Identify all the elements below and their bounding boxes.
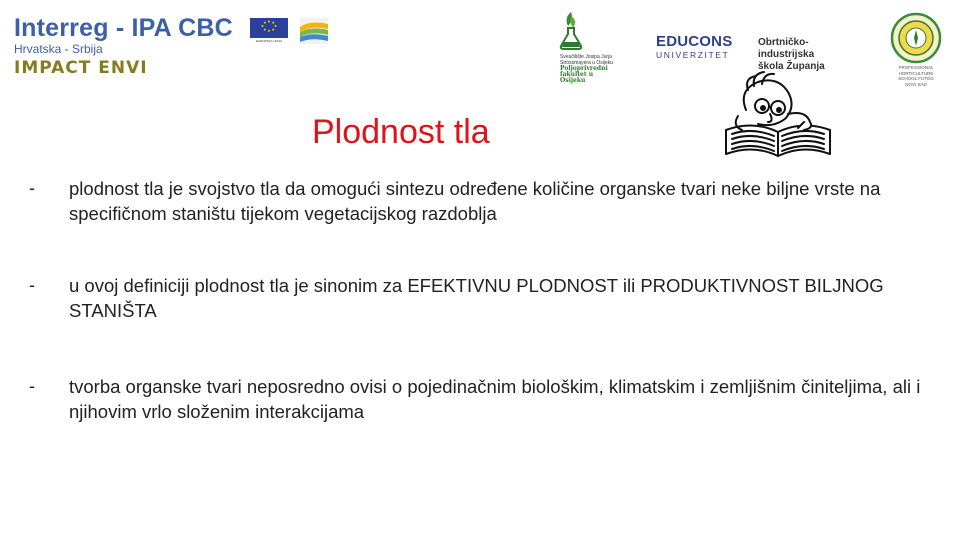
eu-caption: EUROPSKA UNIJA [255,39,283,43]
seal-caption-line: PROFESSIONAL HORTICULTURE [898,65,934,76]
faculty-text [560,54,618,84]
faculty-logo [556,10,618,86]
school-seal [888,12,944,87]
faculty-line: Sveučilište Josipa Jurja [560,54,612,60]
school-line: Obrtničko-industrijska [758,37,815,60]
school-logo [758,37,858,73]
faculty-name: Osijeku [560,77,586,84]
bullet-text: tvorba organske tvari neposredno ovisi o pojedinačnim biološkim, klimatskim i zemljišnim činiteljima, ali i njihovim vrlo složenim interakcijama [69,376,921,422]
bullet-marker: - [29,275,35,295]
seal-icon [888,12,944,64]
faculty-name: fakultet u [560,71,594,78]
seal-caption-line: SCHOOL FUTOG [898,76,934,81]
educons-sub: UNIVERZITET [656,50,730,60]
eu-flag-icon [250,18,288,43]
bullet-text: u ovoj definiciji plodnost tla je sinonim za EFEKTIVNU PLODNOST ili PRODUKTIVNOST BILJNOG STANIŠTA [69,275,884,321]
interreg-logo [14,14,324,84]
seal-caption [886,65,946,87]
interreg-title: Interreg - IPA CBC [14,14,233,42]
program-flag-icon [300,18,328,44]
reading-man-illustration [718,70,838,160]
school-line: škola Županja [758,61,825,72]
project-name: IMPACT ENVI [14,58,148,78]
bullet-marker: - [29,376,35,396]
seal-caption-line: NOVI SAD [905,81,927,87]
educons-name: EDUCONS [656,33,733,50]
interreg-subtitle: Hrvatska - Srbija [14,42,103,56]
educons-logo [656,34,738,64]
bullet-text: plodnost tla je svojstvo tla da omogući sintezu određene količine organske tvari neke biljne vrste na specifičnom staništu tijekom vegetacijskog razdoblja [69,178,881,224]
bullet-marker: - [29,178,35,198]
faculty-name: Poljoprivredni [560,65,608,72]
faculty-line: Strossmayera u Osijeku [560,60,614,66]
page-title: Plodnost tla [312,113,490,151]
flask-leaf-icon [558,10,584,50]
